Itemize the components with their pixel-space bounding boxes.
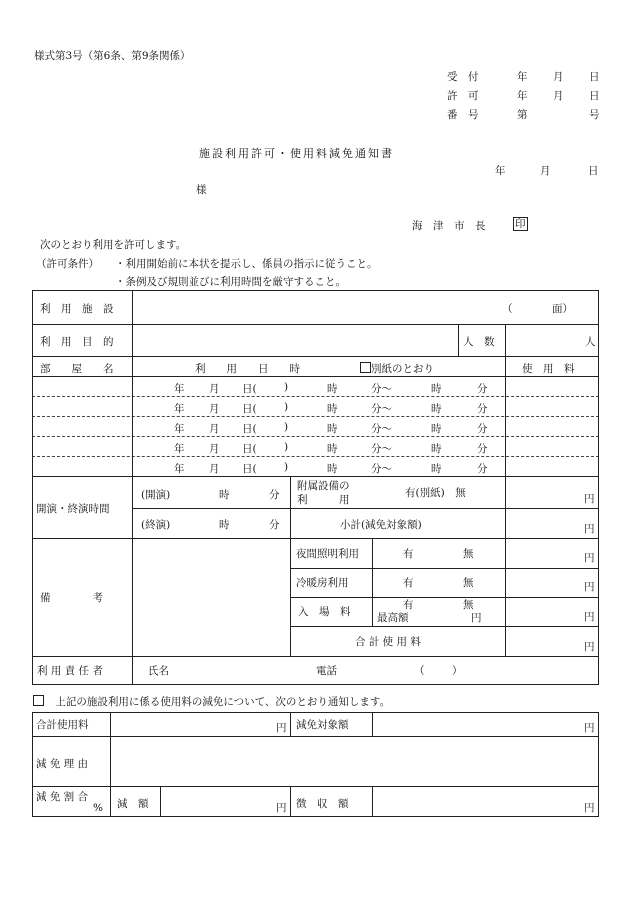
yen-unit: 円 [584,493,595,505]
yen-unit: 円 [584,802,595,814]
schedule-paren: ) [284,441,289,453]
opening-min: 分 [269,489,280,501]
aircon-label: 冷暖房利用 [296,577,349,589]
schedule-month: 月 [209,383,220,395]
yen-unit: 円 [471,612,482,624]
number-suffix: 号 [589,109,600,121]
datetime-label: 利 用 日 時 [195,363,300,375]
schedule-hour-start: 時 [327,463,338,475]
schedule-month: 月 [209,463,220,475]
reduction-amount-label: 減 額 [117,798,149,810]
document-title: 施設利用許可・使用料減免通知書 [199,147,394,160]
total-fee-label: 合計使用料 [36,719,89,731]
permit-year: 年 [517,90,528,102]
permit-day: 日 [589,90,600,102]
schedule-min-end: 分 [477,443,488,455]
seal-mark: 印 [515,218,526,230]
date-month: 月 [540,165,551,177]
reduction-notice-text: 上記の施設利用に係る使用料の減免について、次のとおり通知します。 [55,696,391,708]
schedule-min-start: 分～ [371,423,392,435]
conditions-label: （許可条件） [36,258,99,270]
schedule-hour-end: 時 [431,383,442,395]
schedule-paren: ) [284,461,289,473]
people-unit: 人 [585,336,596,348]
admission-label: 入 場 料 [298,606,351,618]
yen-unit: 円 [584,722,595,734]
area-open: （ [502,303,513,315]
schedule-month: 月 [209,403,220,415]
reduction-checkbox[interactable] [33,695,44,706]
separate-sheet-checkbox[interactable] [360,362,371,373]
separate-sheet-label: 別紙のとおり [371,363,434,375]
collection-label: 徴 収 額 [296,798,349,810]
condition-item: ・利用開始前に本状を提示し、係員の指示に従うこと。 [115,258,378,270]
schedule-year: 年 [174,443,185,455]
phone-label: 電話 [316,665,337,677]
room-label: 部 屋 名 [40,363,114,375]
night-lighting-yes: 有 [403,548,414,560]
phone-close: ） [452,665,463,677]
fee-label: 使 用 料 [522,363,575,375]
purpose-label: 利 用 目 的 [40,336,114,348]
schedule-hour-end: 時 [431,443,442,455]
area-close: 面） [552,303,573,315]
date-year: 年 [495,165,506,177]
schedule-min-start: 分～ [371,443,392,455]
facility-label: 利 用 施 設 [40,303,114,315]
date-day: 日 [588,165,599,177]
yen-unit: 円 [584,641,595,653]
schedule-day: 日( [242,383,257,395]
schedule-hour-start: 時 [327,383,338,395]
reduction-rate-label: 減 免 割 合 [36,791,89,803]
closing-hour: 時 [219,519,230,531]
max-amount-label: 最高額 [377,612,409,624]
issuer: 海 津 市 長 [412,220,486,232]
schedule-paren: ) [284,401,289,413]
phone-open: （ [414,665,425,677]
schedule-hour-end: 時 [431,403,442,415]
reception-year: 年 [517,71,528,83]
permit-label: 許 可 [447,90,479,102]
schedule-min-end: 分 [477,383,488,395]
remarks-label: 備 考 [40,592,103,604]
total-label: 合 計 使 用 料 [355,636,421,648]
reduction-notice[interactable] [33,694,390,709]
admission-no: 無 [463,599,474,611]
schedule-year: 年 [174,423,185,435]
schedule-min-start: 分～ [371,463,392,475]
schedule-year: 年 [174,383,185,395]
number-prefix: 第 [517,109,528,121]
yen-unit: 円 [584,523,595,535]
schedule-day: 日( [242,463,257,475]
name-label: 氏名 [148,665,169,677]
schedule-hour-start: 時 [327,443,338,455]
reduction-target-label: 減免対象額 [296,719,349,731]
people-label: 人 数 [463,336,495,348]
schedule-day: 日( [242,443,257,455]
schedule-min-end: 分 [477,403,488,415]
opening-hour: 時 [219,489,230,501]
schedule-min-start: 分～ [371,403,392,415]
schedule-min-start: 分～ [371,383,392,395]
responsible-label: 利 用 責 任 者 [37,665,103,677]
schedule-month: 月 [209,423,220,435]
schedule-year: 年 [174,403,185,415]
yen-unit: 円 [584,581,595,593]
night-lighting-label: 夜間照明利用 [296,548,359,560]
number-label: 番 号 [447,109,479,121]
equipment-label-1: 附属設備の [297,480,350,492]
schedule-min-end: 分 [477,463,488,475]
separate-sheet-option[interactable] [360,361,434,376]
performance-label: 開演・終演時間 [36,503,110,515]
form-number: 様式第3号（第6条、第9条関係） [34,50,191,62]
percent-sign: % [93,802,103,814]
schedule-month: 月 [209,443,220,455]
closing-min: 分 [269,519,280,531]
reception-month: 月 [553,71,564,83]
addressee-suffix: 様 [196,184,207,196]
reception-day: 日 [589,71,600,83]
equipment-value: 有(別紙) 無 [405,487,466,499]
aircon-yes: 有 [403,577,414,589]
equipment-label-2: 利 用 [297,494,350,506]
condition-item: ・条例及び規則並びに利用時間を厳守すること。 [115,276,346,288]
seal [513,217,528,231]
closing-label: (終演) [141,519,171,531]
schedule-hour-start: 時 [327,403,338,415]
permit-month: 月 [553,90,564,102]
night-lighting-no: 無 [463,548,474,560]
yen-unit: 円 [584,552,595,564]
reduction-reason-label: 減 免 理 由 [36,758,89,770]
schedule-hour-end: 時 [431,423,442,435]
schedule-day: 日( [242,423,257,435]
reception-label: 受 付 [447,71,479,83]
schedule-hour-start: 時 [327,423,338,435]
schedule-day: 日( [242,403,257,415]
subtotal-label: 小計(減免対象額) [340,519,422,531]
schedule-min-end: 分 [477,423,488,435]
aircon-no: 無 [463,577,474,589]
admission-yes: 有 [403,599,414,611]
yen-unit: 円 [584,611,595,623]
permit-text: 次のとおり利用を許可します。 [40,239,187,251]
yen-unit: 円 [276,802,287,814]
schedule-year: 年 [174,463,185,475]
schedule-paren: ) [284,381,289,393]
schedule-hour-end: 時 [431,463,442,475]
schedule-paren: ) [284,421,289,433]
opening-label: (開演) [141,489,171,501]
yen-unit: 円 [276,722,287,734]
